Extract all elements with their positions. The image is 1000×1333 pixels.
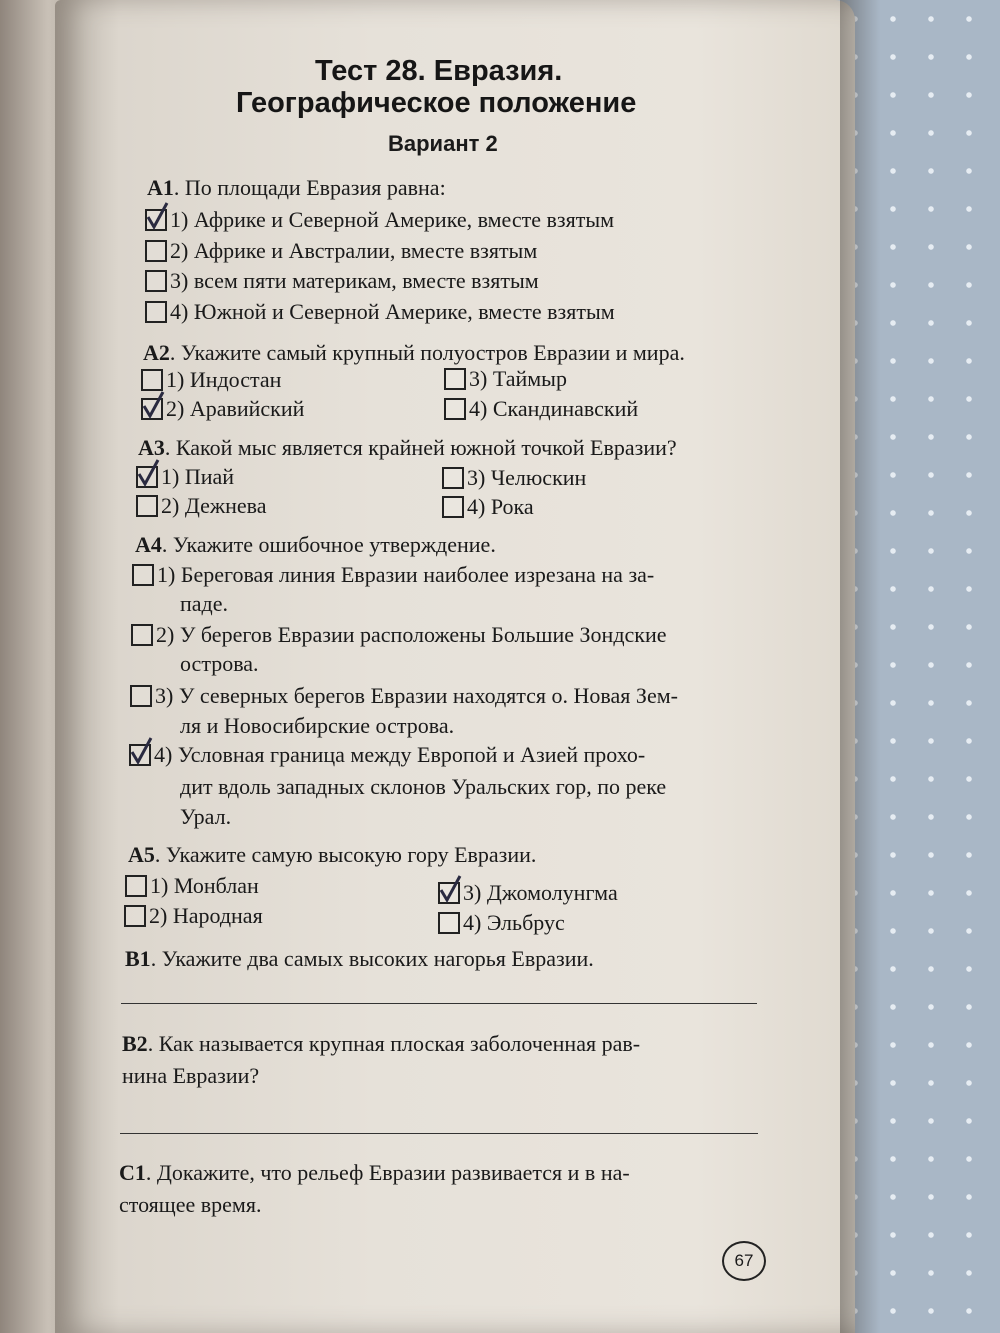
checkbox[interactable] — [145, 270, 167, 292]
checkbox[interactable] — [145, 240, 167, 262]
checkmark-icon — [436, 874, 466, 904]
option-text: 4) Рока — [467, 494, 534, 519]
question-label: А5 — [128, 842, 155, 867]
question-text: . Докажите, что рельеф Евразии развивается и в на- — [145, 1160, 630, 1185]
option-text: 4) Южной и Северной Америке, вместе взятым — [170, 299, 615, 324]
a4-option-3-cont: ля и Новосибирские острова. — [180, 713, 455, 738]
option-text: 1) Африке и Северной Америке, вместе взятым — [170, 207, 615, 232]
question-label: В2 — [122, 1031, 148, 1056]
checkbox[interactable] — [444, 398, 466, 420]
answer-line-b1[interactable] — [121, 1003, 757, 1004]
question-label: А1 — [147, 175, 174, 200]
a5-option-2[interactable] — [124, 903, 263, 929]
question-a5 — [128, 842, 536, 868]
checkmark-icon — [134, 458, 164, 488]
question-text: . Укажите самую высокую гору Евразии. — [154, 842, 537, 867]
checkmark-icon — [139, 390, 169, 420]
question-a2 — [143, 340, 685, 366]
question-c1 — [119, 1160, 630, 1186]
a2-option-2[interactable] — [141, 396, 304, 422]
option-text: 2) Народная — [149, 903, 263, 928]
a4-option-2[interactable] — [131, 622, 667, 648]
checkbox-checked[interactable] — [145, 209, 167, 231]
option-text: 3) всем пяти материкам, вместе взятым — [170, 268, 539, 293]
option-text: 4) Скандинавский — [469, 396, 639, 421]
question-label: А4 — [135, 532, 162, 557]
option-text: 3) Челюскин — [467, 465, 587, 490]
a5-option-3[interactable] — [438, 880, 618, 906]
question-text: . Как называется крупная плоская заболоченная рав- — [147, 1031, 641, 1056]
question-text: . Какой мыс является крайней южной точкой Евразии? — [164, 435, 677, 460]
a5-option-4[interactable] — [438, 910, 565, 936]
checkmark-icon — [127, 736, 157, 766]
a1-option-3[interactable] — [145, 268, 539, 294]
question-label: А3 — [138, 435, 165, 460]
checkbox[interactable] — [136, 495, 158, 517]
a2-option-3[interactable] — [444, 366, 567, 392]
checkbox[interactable] — [125, 875, 147, 897]
question-a1 — [147, 175, 446, 201]
a4-option-3[interactable] — [130, 683, 678, 709]
option-text: 1) Береговая линия Евразии наиболее изрезана на за- — [157, 562, 655, 587]
checkbox[interactable] — [124, 905, 146, 927]
title-line-2: Географическое положение — [236, 87, 637, 119]
option-text: 2) Африке и Австралии, вместе взятым — [170, 238, 538, 263]
question-label: В1 — [125, 946, 151, 971]
a4-option-4-cont: дит вдоль западных склонов Уральских гор, по реке — [180, 774, 667, 799]
checkbox-checked[interactable] — [438, 882, 460, 904]
checkbox[interactable] — [438, 912, 460, 934]
option-text: 2) Дежнева — [161, 493, 267, 518]
option-text: 2) Аравийский — [166, 396, 305, 421]
checkbox[interactable] — [444, 368, 466, 390]
variant-label: Вариант 2 — [388, 131, 498, 156]
option-text: 1) Индостан — [166, 367, 282, 392]
question-text: . По площади Евразия равна: — [173, 175, 446, 200]
answer-line-b2[interactable] — [120, 1133, 758, 1134]
a1-option-4[interactable] — [145, 299, 615, 325]
checkbox[interactable] — [132, 564, 154, 586]
checkbox[interactable] — [141, 369, 163, 391]
checkbox[interactable] — [442, 496, 464, 518]
question-b1 — [125, 946, 594, 972]
question-b2 — [122, 1031, 640, 1057]
checkbox-checked[interactable] — [129, 744, 151, 766]
question-label: С1 — [119, 1160, 146, 1185]
checkbox[interactable] — [442, 467, 464, 489]
a2-option-4[interactable] — [444, 396, 638, 422]
question-b2-cont: нина Евразии? — [122, 1063, 260, 1088]
checkbox[interactable] — [131, 624, 153, 646]
a4-option-4-cont-2: Урал. — [180, 804, 232, 829]
question-text: . Укажите два самых высоких нагорья Евразии. — [150, 946, 594, 971]
checkbox-checked[interactable] — [136, 466, 158, 488]
question-label: А2 — [143, 340, 170, 365]
a4-option-1-cont: паде. — [180, 591, 228, 616]
a3-option-4[interactable] — [442, 494, 534, 520]
a4-option-2-cont: острова. — [180, 651, 259, 676]
checkbox-checked[interactable] — [141, 398, 163, 420]
a4-option-4[interactable] — [129, 742, 645, 768]
question-a3 — [138, 435, 677, 461]
question-text: . Укажите самый крупный полуостров Евразии и мира. — [169, 340, 685, 365]
a1-option-1[interactable] — [145, 207, 614, 233]
question-a4 — [135, 532, 496, 558]
a3-option-2[interactable] — [136, 493, 266, 519]
option-text: 1) Монблан — [150, 873, 259, 898]
title-line-1: Тест 28. Евразия. — [315, 55, 563, 87]
question-text: . Укажите ошибочное утверждение. — [161, 532, 496, 557]
option-text: 4) Эльбрус — [463, 910, 565, 935]
checkmark-icon — [143, 201, 173, 231]
option-text: 4) Условная граница между Европой и Азией прохо- — [154, 742, 646, 767]
option-text: 1) Пиай — [161, 464, 235, 489]
checkbox[interactable] — [130, 685, 152, 707]
question-c1-cont: стоящее время. — [119, 1192, 262, 1217]
a3-option-1[interactable] — [136, 464, 234, 490]
option-text: 3) Джомолунгма — [463, 880, 618, 905]
a5-option-1[interactable] — [125, 873, 259, 899]
a1-option-2[interactable] — [145, 238, 537, 264]
a3-option-3[interactable] — [442, 465, 586, 491]
checkbox[interactable] — [145, 301, 167, 323]
page-number: 67 — [722, 1241, 766, 1281]
option-text: 2) У берегов Евразии расположены Большие Зондские — [156, 622, 667, 647]
a4-option-1[interactable] — [132, 562, 654, 588]
option-text: 3) Таймыр — [469, 366, 567, 391]
option-text: 3) У северных берегов Евразии находятся о. Новая Зем- — [155, 683, 678, 708]
